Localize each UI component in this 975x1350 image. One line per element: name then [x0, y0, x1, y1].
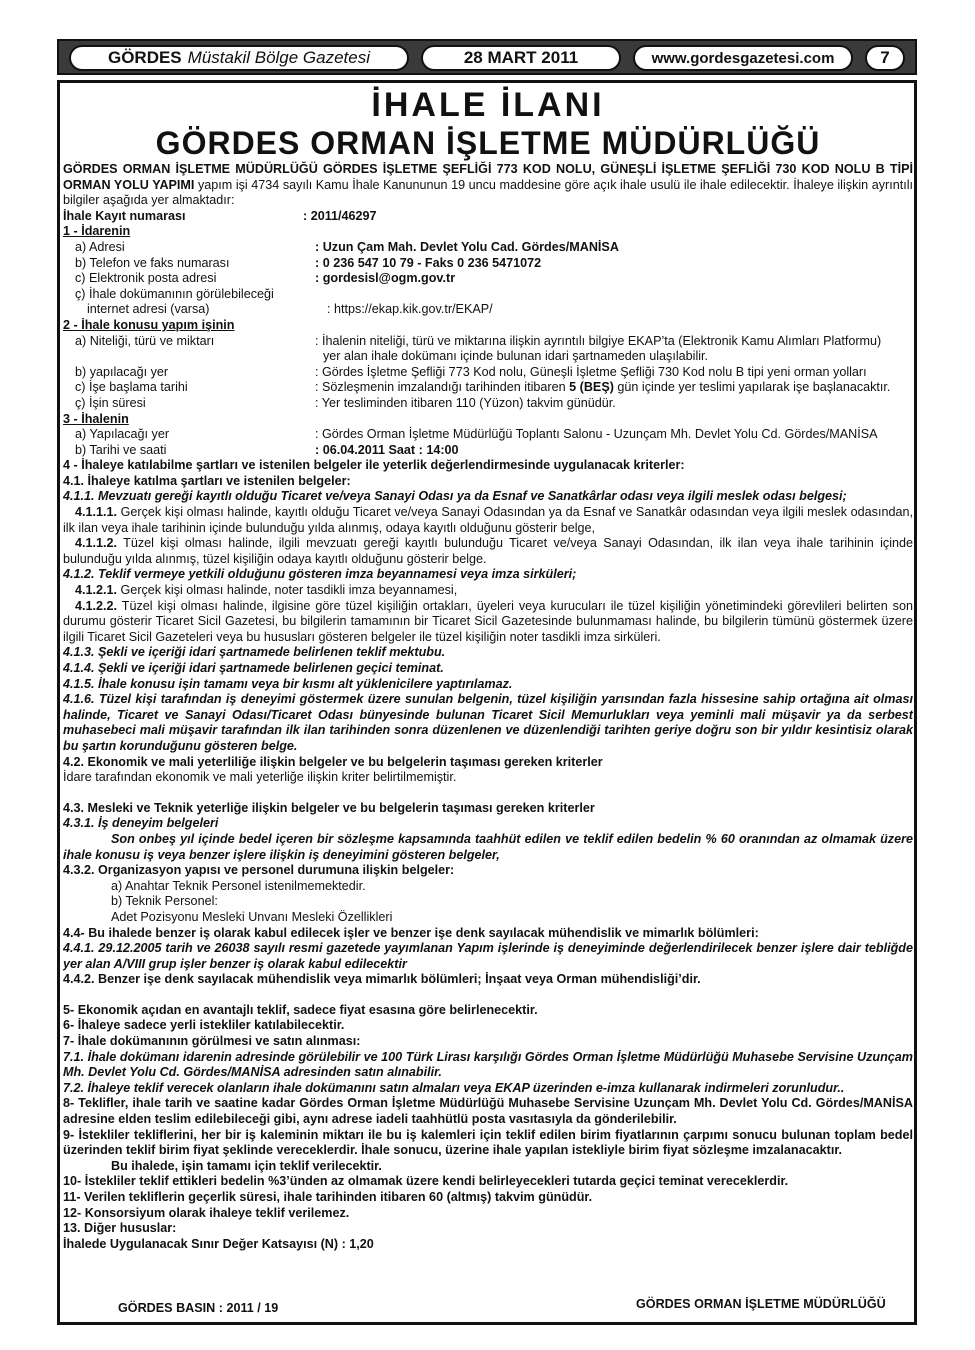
- section-4-4-2: 4.4.2. Benzer işe denk sayılacak mühendislik veya mimarlık bölümleri; İnşaat veya Orman mühendisliği’dir.: [63, 972, 701, 987]
- section-2-heading: 2 - İhale konusu yapım işinin: [63, 317, 235, 332]
- admin-docs-row: ç) İhale dokümanının görülebileceği: [75, 286, 274, 301]
- section-4-1-1: 4.1.1. Mevzuatı gereği kayıtlı olduğu Ticaret ve/veya Sanayi Odası ya da Esnaf ve Sanatkârlar odası veya ilgili meslek odası belgesi;: [63, 489, 847, 504]
- section-4-1-6: 4.1.6. Tüzel kişi tarafından iş deneyimi göstermek üzere sunulan belgenin, tüzel kişiliğin yarısından fazla hissesine sahip ortağına ait olması halinde, Ticaret ve Sanayi Odası/Ticaret Odası bünyesinde bulunan Ticaret Sicil Memurlukları veya yeminli mali müşavir ya da serbest muhasebeci mali müşavir tarafından ilk ilan tarihinden sonra düzenlenen ve düzenlendiği tarihten geriye doğru son bir yıldır kesintisiz olarak bu şartın korunduğunu gösteren belge.: [63, 692, 913, 753]
- section-11: 11- Verilen tekliflerin geçerlik süresi, ihale tarihinden itibaren 60 (altmış) takvim günüdür.: [63, 1190, 593, 1204]
- section-7: 7- İhale dokümanının görülmesi ve satın alınması:: [63, 1034, 361, 1049]
- section-4-2-text: İdare tarafından ekonomik ve mali yeterliğe ilişkin kriter belirtilmemiştir.: [63, 770, 457, 785]
- admin-phone-row: b) Telefon ve faks numarası : 0 236 547 10 79 - Faks 0 236 5471072: [75, 255, 542, 270]
- section-4-3-1-text: Son onbeş yıl içinde bedel içeren bir sözleşme kapsamında taahhüt edilen ve teklif edilen bedelin % 60 oranından az olmamak üzere ihale konusu iş veya benzer işlere ilişkin iş deneyimini gösteren belgeler,: [63, 831, 913, 862]
- tender-place-row: a) Yapılacağı yer : Gördes Orman İşletme Müdürlüğü Toplantı Salonu - Uzunçam Mh. Devlet Yolu Cd. Gördes/MANİSA: [75, 427, 878, 442]
- section-6: 6- İhaleye sadece yerli istekliler katılabilecektir.: [63, 1018, 345, 1033]
- issue-date: 28 MART 2011: [421, 45, 621, 71]
- paper-subtitle: Müstakil Bölge Gazetesi: [187, 48, 371, 67]
- work-location-row: b) yapılacağı yer : Gördes İşletme Şefliği 773 Kod nolu, Güneşli İşletme Şefliği 730 Kod nolu B tipi yeni orman yolları: [75, 364, 867, 379]
- notice-body: [63, 86, 913, 1322]
- page-number: 7: [865, 45, 905, 71]
- section-4-3-2-a: a) Anahtar Teknik Personel istenilmemektedir.: [111, 878, 366, 893]
- section-7-1: 7.1. İhale dokümanı idarenin adresinde görülebilir ve 100 Türk Lirası karşılığı Gördes Orman İşletme Müdürlüğü Muhasebe Servisine Uzunçam Mh. Devlet Yolu Cd. Gördes/MANİSA adresinden satın alınabilir.: [63, 1049, 913, 1080]
- institution-title: GÖRDES ORMAN İŞLETME MÜDÜRLÜĞÜ: [155, 125, 821, 161]
- section-4-heading: 4 - İhaleye katılabilme şartları ve istenilen belgeler ile yeterlik değerlendirmesinde uygulanacak kriterler:: [63, 458, 685, 473]
- section-4-1-1-2: 4.1.1.2. Tüzel kişi olması halinde, ilgili mevzuatı gereği kayıtlı bulunduğu Ticaret ve/veya Sanayi Odasından, ilk ilan veya ihale tarihinin içinde bulunduğu yılda alınmış, tüzel kişiliğin odaya kayıtlı olduğunu gösterir belge.: [63, 536, 913, 566]
- section-4-1: 4.1. İhaleye katılma şartları ve istenilen belgeler:: [63, 473, 351, 488]
- intro-paragraph: GÖRDES ORMAN İŞLETME MÜDÜRLÜĞÜ GÖRDES İŞLETME ŞEFLİĞİ 773 KOD NOLU, GÜNEŞLİ İŞLETME ŞEFLİĞİ 730 KOD NOLU B TİPİ ORMAN YOLU YAPIMI yapım işi 4734 sayılı Kamu İhale Kanununun 19 uncu maddesine göre açık ihale usulü ile ihale edilecektir. İhaleye ilişkin ayrıntılı bilgiler aşağıda yer almaktadır:: [63, 162, 913, 208]
- section-13-coefficient: İhalede Uygulanacak Sınır Değer Katsayısı (N) : 1,20: [63, 1236, 374, 1251]
- section-4-3-2-c: Adet Pozisyonu Mesleki Unvanı Mesleki Özellikleri: [111, 909, 393, 924]
- section-4-1-2-1: 4.1.2.1. Gerçek kişi olması halinde, noter tasdikli imza beyannamesi,: [75, 583, 458, 598]
- section-4-1-2-2: 4.1.2.2. Tüzel kişi olması halinde, ilgisine göre tüzel kişiliğin ortakları, üyeleri veya kurucuları ile tüzel kişiliğin yönetimindeki görevlileri belirten son durumu gösterir Ticaret Sicil Gazetesi, bu bilgilerin tamamının bir Ticaret Sicil Gazetesinde bulunmaması halinde, bu bilgilerin tümünü göstermek üzere ilgili Ticaret Sicil Gazeteleri veya bu hususları gösteren belgeler ile tüzel kişiliğin noter tasdikli imza sirküleri.: [63, 598, 913, 644]
- admin-url-row: internet adresi (varsa) : https://ekap.kik.gov.tr/EKAP/: [63, 302, 913, 318]
- press-reference: GÖRDES BASIN : 2011 / 19: [118, 1301, 279, 1315]
- section-3-heading: 3 - İhalenin: [63, 411, 129, 426]
- section-8: 8- Teklifler, ihale tarih ve saatine kadar Gördes Orman İşletme Müdürlüğü Muhasebe Servisine Uzunçam Mh. Devlet Yolu Cd. Gördes/MANİSA adresine elden teslim edilebileceği gibi, aynı adrese iadeli taahhütlü posta vasıtasıyla da gönderilebilir.: [63, 1096, 913, 1127]
- admin-email-row: c) Elektronik posta adresi : gordesisl@ogm.gov.tr: [75, 271, 456, 286]
- section-4-3-2: 4.3.2. Organizasyon yapısı ve personel durumuna ilişkin belgeler:: [63, 863, 455, 878]
- section-4-2: 4.2. Ekonomik ve mali yeterliliğe ilişkin belgeler ve bu belgelerin taşıması gereken kriterler: [63, 754, 603, 769]
- work-start-row: c) İşe başlama tarihi : Sözleşmenin imzalandığı tarihinden itibaren 5 (BEŞ) gün içinde yer teslimi yapılarak işe başlanacaktır.: [75, 380, 891, 395]
- section-13: 13. Diğer hususlar:: [63, 1221, 177, 1236]
- paper-name-pill: [69, 45, 409, 71]
- section-4-4-1: 4.4.1. 29.12.2005 tarih ve 26038 sayılı resmi gazetede yayımlanan Yapım işlerinde iş deneyiminde değerlendirilecek benzer işlere dair tebliğde yer alan A/VIII grup işler benzer iş olarak kabul edilecektir: [63, 941, 913, 971]
- section-9: 9- İstekliler tekliflerini, her bir iş kaleminin miktarı ile bu iş kalemleri için teklif edilen birim fiyatlarının çarpımı sonucu bulunan toplam bedel üzerinden teklif birim fiyat şeklinde vereceklerdir. İhale sonucu, üzerine ihale yapılan istekliyle birim fiyat sözleşme imzalanacaktır.: [63, 1127, 913, 1158]
- section-9-note: Bu ihalede, işin tamamı için teklif verilecektir.: [111, 1158, 382, 1173]
- section-4-3: 4.3. Mesleki ve Teknik yeterliğe ilişkin belgeler ve bu belgelerin taşıması gereken kriterler: [63, 800, 595, 815]
- section-5: 5- Ekonomik açıdan en avantajlı teklif, sadece fiyat esasına göre belirlenecektir.: [63, 1002, 538, 1017]
- notice-title: İHALE İLANI: [371, 86, 605, 124]
- section-10: 10- İstekliler teklif ettikleri bedelin %3’ünden az olmamak üzere kendi belirleyecekleri tutarda geçici teminat vereceklerdir.: [63, 1174, 789, 1189]
- work-nature-row: a) Niteliği, türü ve miktarı : İhalenin niteliği, türü ve miktarına ilişkin ayrıntılı bilgiye EKAP’ta (Elektronik Kamu Alımları Platformu) yer alan ihale dokümanı içinde bulunan idari şartnameden ulaşılabilir.: [75, 333, 882, 364]
- section-7-2: 7.2. İhaleye teklif verecek olanların ihale dokümanını satın almaları veya EKAP üzerinden e-imza kullanarak indirmeleri zorunludur..: [63, 1080, 845, 1095]
- website-link[interactable]: www.gordesgazetesi.com: [633, 45, 853, 71]
- ekap-link[interactable]: : https://ekap.kik.gov.tr/EKAP/: [327, 302, 493, 317]
- work-duration-row: ç) İşin süresi : Yer tesliminden itibaren 110 (Yüzon) takvim günüdür.: [75, 395, 616, 410]
- section-4-3-1: 4.3.1. İş deneyim belgeleri: [63, 816, 219, 831]
- tender-registration-row: İhale Kayıt numarası : 2011/46297: [63, 208, 377, 223]
- section-4-1-3: 4.1.3. Şekli ve içeriği idari şartnamede belirlenen teklif mektubu.: [63, 645, 446, 660]
- section-1-heading: 1 - İdarenin: [63, 224, 131, 239]
- section-4-3-2-b: b) Teknik Personel:: [111, 894, 218, 909]
- admin-address-row: a) Adresi : Uzun Çam Mah. Devlet Yolu Cad. Gördes/MANİSA: [75, 239, 619, 254]
- signature-institution: GÖRDES ORMAN İŞLETME MÜDÜRLÜĞÜ: [636, 1297, 886, 1311]
- section-12: 12- Konsorsiyum olarak ihaleye teklif verilemez.: [63, 1205, 350, 1220]
- section-4-1-5: 4.1.5. İhale konusu işin tamamı veya bir kısmı alt yüklenicilere yaptırılamaz.: [63, 676, 513, 691]
- masthead-bar: [57, 39, 917, 75]
- section-4-1-4: 4.1.4. Şekli ve içeriği idari şartnamede belirlenen geçici teminat.: [63, 661, 444, 675]
- section-4-1-1-1: 4.1.1.1. Gerçek kişi olması halinde, kayıtlı olduğu Ticaret ve/veya Sanayi Odasından ya da Esnaf ve Sanatkâr odasından veya ilgili meslek odasından, ilk ilan veya ihale tarihinin içinde bulunduğu yılda alınmış, odaya kayıtlı olduğunu gösterir belge,: [63, 505, 913, 535]
- paper-name: GÖRDES: [107, 48, 182, 67]
- section-4-1-2: 4.1.2. Teklif vermeye yetkili olduğunu gösteren imza beyannamesi veya imza sirküleri;: [63, 567, 577, 582]
- tender-date-row: b) Tarihi ve saati : 06.04.2011 Saat : 14:00: [75, 442, 459, 457]
- section-4-4: 4.4- Bu ihalede benzer iş olarak kabul edilecek işler ve benzer işe denk sayılacak mühendislik ve mimarlık bölümleri:: [63, 925, 759, 940]
